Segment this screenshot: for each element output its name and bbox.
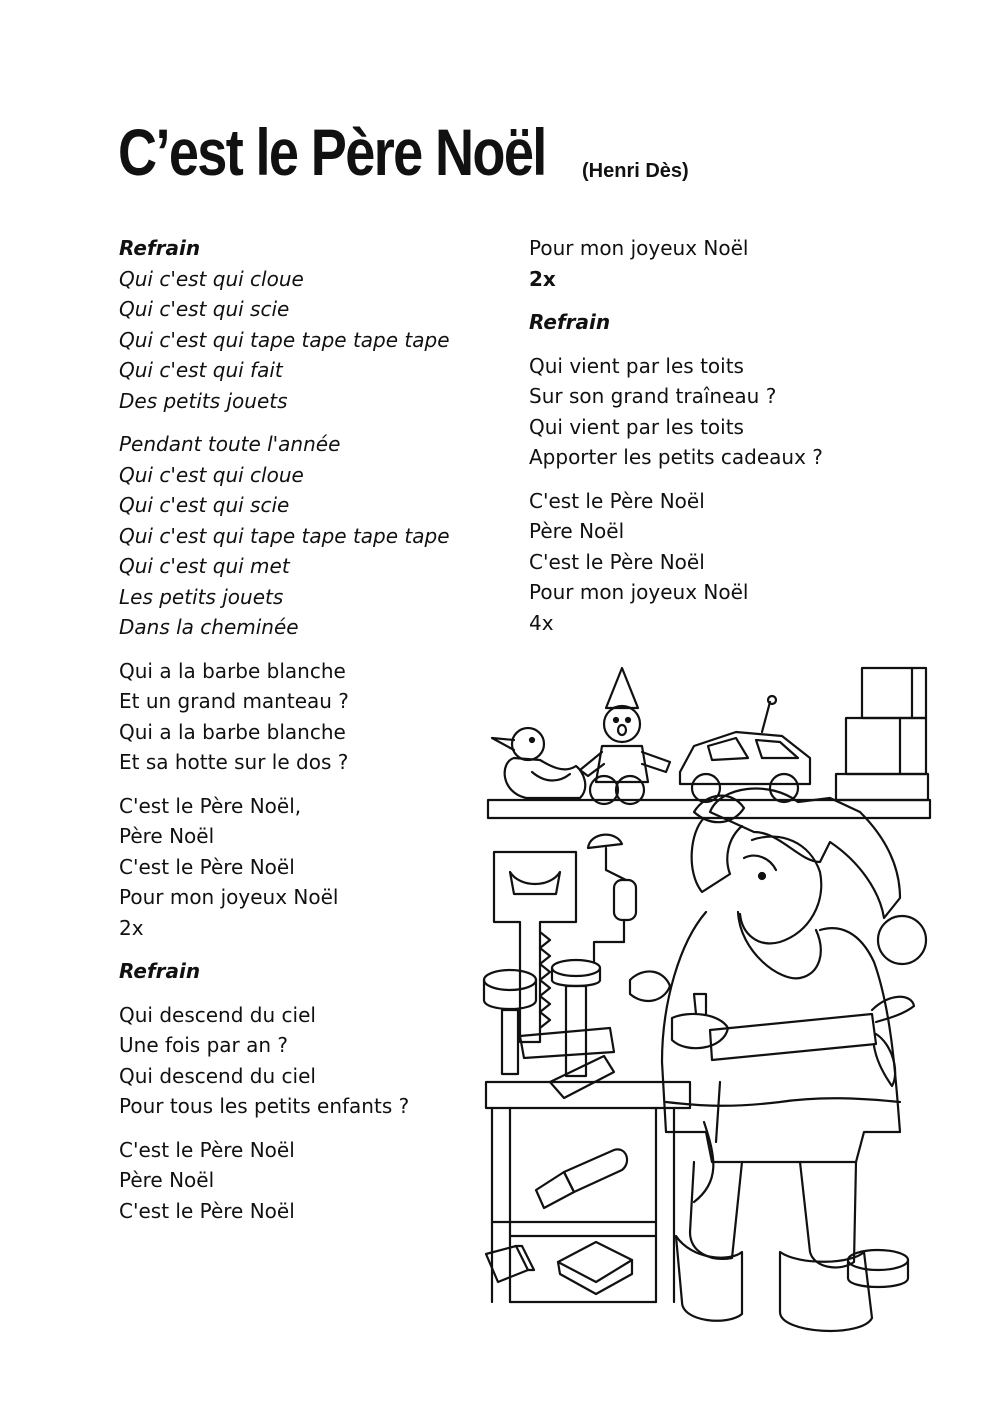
lyric-line: Père Noël (119, 824, 215, 848)
lyric-line: 2x (529, 266, 556, 291)
lyric-line: Qui c'est qui scie (119, 297, 290, 321)
refrain-label: Refrain (119, 959, 201, 983)
page-title: C’est le Père Noël (118, 115, 546, 189)
lyric-line: Apporter les petits cadeaux ? (529, 445, 823, 469)
lyric-line: Pendant toute l'année (119, 432, 341, 456)
toy-doll-drawing (580, 668, 670, 804)
lyric-line: Père Noël (119, 1168, 215, 1192)
lyric-line: C'est le Père Noël (119, 1137, 295, 1162)
toy-car-drawing (680, 696, 810, 802)
lyric-line: C'est le Père Noël (119, 854, 295, 879)
lyric-line: Qui vient par les toits (529, 414, 744, 439)
lyric-line: Qui c'est qui scie (119, 493, 290, 517)
lyric-line: C'est le Père Noël, (119, 793, 302, 818)
hand-drill-drawing (588, 835, 636, 962)
lyric-line: C'est le Père Noël (529, 549, 705, 574)
santa-workshop-illustration (480, 662, 940, 1352)
lyric-line: Qui c'est qui cloue (119, 462, 304, 487)
lyric-line: C'est le Père Noël (119, 1198, 295, 1223)
lyric-line: Qui c'est qui cloue (119, 266, 304, 291)
lyric-line: Et sa hotte sur le dos ? (119, 750, 349, 774)
stanza (119, 429, 499, 643)
chisel-drawing (536, 1149, 627, 1208)
stanza (119, 656, 499, 778)
lyric-line: Sur son grand traîneau ? (529, 384, 777, 408)
lyric-line: Qui vient par les toits (529, 353, 744, 378)
stanza (529, 307, 909, 338)
lyric-line: Pour tous les petits enfants ? (119, 1094, 410, 1118)
lyric-line: Qui c'est qui tape tape tape tape (119, 523, 450, 548)
lyric-line: Qui c'est qui met (119, 554, 290, 578)
stanza (119, 233, 499, 416)
title-block (118, 112, 640, 192)
lyric-line: Qui c'est qui fait (119, 358, 283, 382)
lyric-line: Pour mon joyeux Noël (119, 885, 339, 909)
lyric-line: Une fois par an ? (119, 1033, 289, 1057)
lyric-line: Qui a la barbe blanche (119, 658, 346, 683)
lyric-line: Les petits jouets (119, 584, 284, 609)
lyric-line: Qui descend du ciel (119, 1063, 316, 1088)
lyric-line: Qui descend du ciel (119, 1002, 316, 1027)
lyric-line: Qui a la barbe blanche (119, 719, 346, 744)
author-credit: (Henri Dès) (582, 160, 689, 182)
lyrics-right-column (529, 233, 909, 651)
vise-drawing (520, 960, 614, 1098)
lyric-line: Pour mon joyeux Noël (529, 236, 749, 260)
stanza (119, 1000, 499, 1122)
stanza (119, 791, 499, 944)
saw-drawing (494, 852, 576, 1042)
lyric-line: Des petits jouets (119, 388, 288, 413)
stanza (529, 233, 909, 294)
lyric-line: Pour mon joyeux Noël (529, 580, 749, 604)
gift-boxes-drawing (836, 668, 928, 800)
stanza (529, 351, 909, 473)
workbench-drawing (486, 1082, 690, 1302)
lyric-line: C'est le Père Noël (529, 488, 705, 513)
lyric-line: Qui c'est qui tape tape tape tape (119, 327, 450, 352)
lyric-line: 4x (529, 610, 554, 635)
refrain-label: Refrain (529, 310, 611, 334)
refrain-label: Refrain (119, 236, 201, 260)
lyric-line: 2x (119, 915, 144, 940)
stanza (119, 956, 499, 987)
lyric-line: Et un grand manteau ? (119, 689, 349, 713)
lyric-line: Père Noël (529, 519, 625, 543)
lyric-line: Dans la cheminée (119, 615, 299, 639)
lyrics-left-column (119, 233, 499, 1239)
duck-toy-drawing (492, 728, 585, 798)
stanza (529, 486, 909, 639)
stanza (119, 1135, 499, 1227)
